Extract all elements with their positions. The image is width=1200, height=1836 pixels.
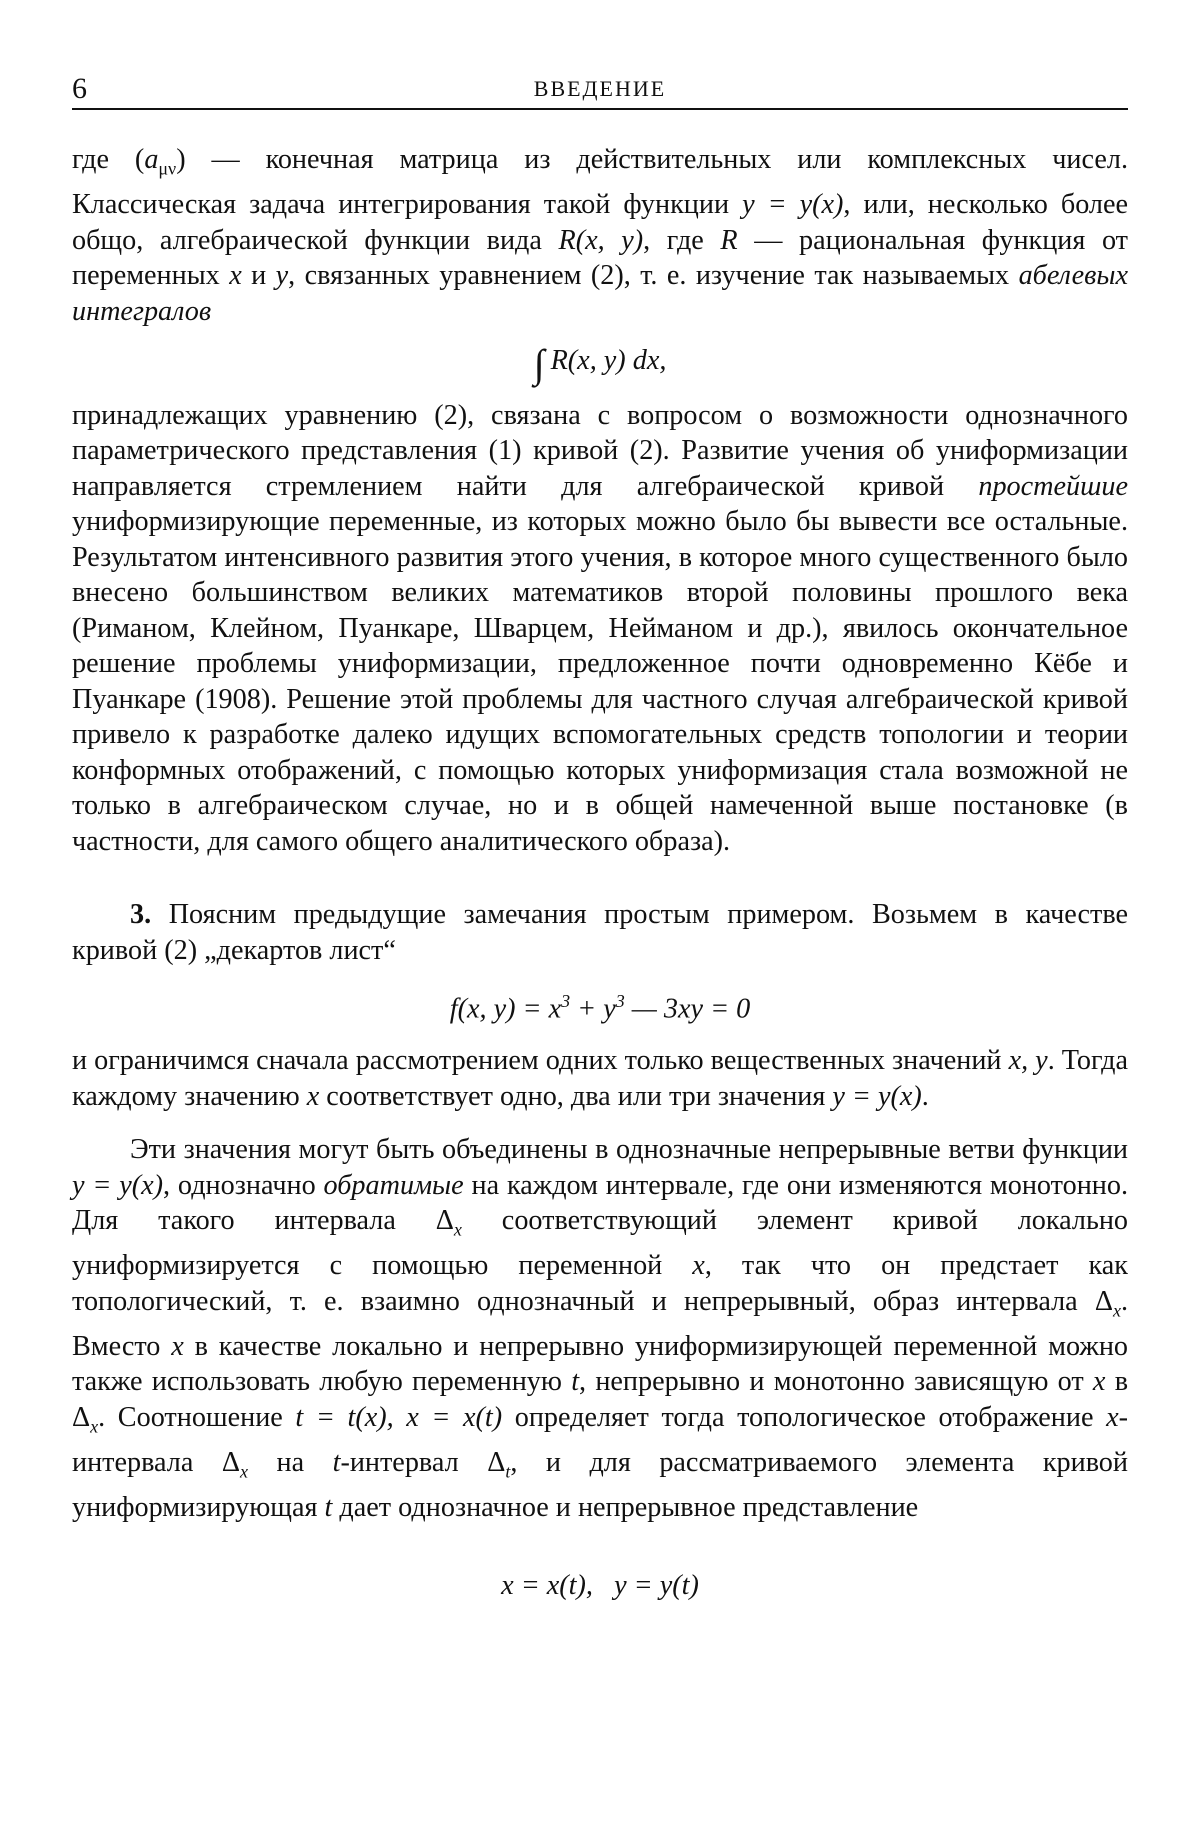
emphasis: обратимые <box>323 1169 464 1201</box>
formula-folium <box>72 984 1128 1027</box>
math-var: x <box>1106 1401 1119 1433</box>
section-number: 3. <box>130 899 152 931</box>
text-run: дает однозначное и непрерывное представление <box>332 1492 919 1524</box>
text-run: униформизирующие переменные, из которых можно было бы вывести все остальные. Результатом интенсивного развития этого учения, в которое много существенного было внесено большинством великих математиков второй половины прошлого века (Риманом, Клейном, Пуанкаре, Шварцем, Нейманом и др.), явилось окончательное решение проблемы униформизации, предложенное почти одновременно Кёбе и Пуанкаре (1908). Решение этой проблемы для частного случая алгебраической кривой привело к разработке далеко идущих вспомогательных средств топологии и теории конформных отображений, с помощью которых униформизация стала возможной не только в алгебраическом случае, но и в общей намеченной выше постановке (в частности, для самого общего аналитического образа). <box>72 506 1128 857</box>
text-run: в качестве локально и непрерывно униформизирующей переменной можно также использовать любую переменную <box>72 1330 1128 1398</box>
formula-integral <box>72 341 1128 387</box>
page-header <box>72 70 1128 110</box>
math-expression: t = t(x), x = x(t) <box>295 1401 503 1433</box>
text-run: -интервал <box>340 1446 488 1478</box>
text-run: и <box>241 260 276 292</box>
math-var: x <box>692 1250 705 1282</box>
math-var: a <box>144 144 159 175</box>
math-delta: Δ <box>72 1401 91 1433</box>
math-var: x <box>306 1080 320 1112</box>
integral-sign: ∫ <box>533 341 545 387</box>
text-run: Поясним предыдущие замечания простым примером. Возьмем в качестве кривой (2) „декартов лист“ <box>72 899 1128 966</box>
text-run: определяет тогда топологическое отображение <box>502 1401 1107 1433</box>
text-run: и ограничимся сначала рассмотрением одних только вещественных значений <box>72 1045 1009 1077</box>
paragraph-4 <box>72 1043 1128 1114</box>
text-run: -интервала <box>72 1401 1129 1478</box>
text-run: . Вместо <box>72 1285 1128 1362</box>
math-expression: R(x, y) <box>558 224 644 256</box>
body-text <box>72 142 1128 1603</box>
math-delta: Δ <box>1094 1285 1113 1317</box>
math-delta: Δ <box>487 1446 506 1478</box>
emphasis: простейшие <box>978 470 1128 502</box>
text-run: Эти значения могут быть объединены в однозначные непрерывные ветви функции <box>130 1134 1128 1166</box>
math-expression: y = y(x) <box>742 189 844 221</box>
paragraph-5 <box>72 1132 1128 1526</box>
text-run: , связанных уравнением (2), т. е. изучение так называемых <box>288 260 1019 292</box>
text-run: на каждом интервале, где они изменяются монотонно. Для такого интервала <box>72 1169 1128 1237</box>
text-run: . <box>921 1080 929 1112</box>
text-run: , непрерывно и монотонно зависящую от <box>579 1366 1093 1398</box>
page-number: 6 <box>72 72 87 105</box>
text-run: . Соотношение <box>98 1401 296 1433</box>
math-subscript: t <box>505 1461 511 1482</box>
math-expression: — 3xy = 0 <box>624 993 751 1025</box>
math-var: R <box>720 224 738 256</box>
math-var: x, y <box>1008 1045 1048 1077</box>
math-var: t <box>332 1446 341 1478</box>
math-subscript: x <box>1112 1300 1121 1321</box>
math-subscript: x <box>90 1416 99 1437</box>
paragraph-1 <box>72 142 1128 329</box>
math-var: x <box>1092 1366 1106 1398</box>
math-subscript: x <box>240 1461 248 1482</box>
math-var: y <box>275 260 289 292</box>
text-run: , где <box>643 224 721 256</box>
math-exponent: 3 <box>561 991 571 1012</box>
text-run: принадлежащих уравнению (2), связана с вопросом о возможности однозначного параметрического представления (1) кривой (2). Развитие учения об униформизации направляется стремлением найти для алгебраической кривой <box>72 399 1128 502</box>
math-var: t <box>571 1366 580 1398</box>
math-var: x <box>171 1330 184 1362</box>
math-expression: + y <box>570 993 616 1025</box>
text-run: , и для рассматриваемого элемента кривой униформизирующая <box>72 1446 1128 1524</box>
text-run: . Тогда каждому значению <box>72 1045 1128 1112</box>
math-exponent: 3 <box>615 991 625 1012</box>
math-delta: Δ <box>221 1446 240 1478</box>
math-expression: R(x, y) dx, <box>550 345 667 377</box>
math-subscript: μν <box>158 158 177 179</box>
math-delta: Δ <box>435 1205 454 1237</box>
text-run: где ( <box>72 144 145 175</box>
text-run: ) — конечная матрица из действительных или комплексных чисел. Классическая задача интегрирования такой функции <box>72 144 1128 221</box>
running-title: ВВЕДЕНИЕ <box>533 76 667 101</box>
header-rule <box>72 108 1128 110</box>
text-run: , однозначно <box>163 1169 324 1201</box>
math-var: x <box>229 260 242 292</box>
text-run: на <box>248 1446 333 1478</box>
math-subscript: x <box>453 1219 462 1240</box>
math-expression: x = x(t), y = y(t) <box>501 1569 699 1601</box>
formula-parametric <box>72 1568 1128 1604</box>
math-expression: f(x, y) = x <box>449 993 562 1025</box>
text-run: — рациональная функция от переменных <box>72 224 1128 292</box>
text-run: , или, несколько более общо, алгебраической функции вида <box>72 189 1129 256</box>
text-run: в <box>1105 1366 1128 1398</box>
math-var: t <box>324 1492 333 1524</box>
emphasis: абелевых интегралов <box>72 260 1128 327</box>
math-expression: y = y(x) <box>72 1169 164 1201</box>
text-run: соответствует одно, два или три значения <box>319 1080 833 1112</box>
paragraph-2 <box>72 398 1128 860</box>
text-run: соответствующий элемент кривой локально униформизируется с помощью переменной <box>72 1205 1129 1282</box>
text-run: , так что он предстает как топологический, т. е. взаимно однозначный и непрерывный, образ интервала <box>72 1250 1128 1317</box>
math-expression: y = y(x) <box>832 1080 922 1112</box>
paragraph-3 <box>72 897 1128 968</box>
